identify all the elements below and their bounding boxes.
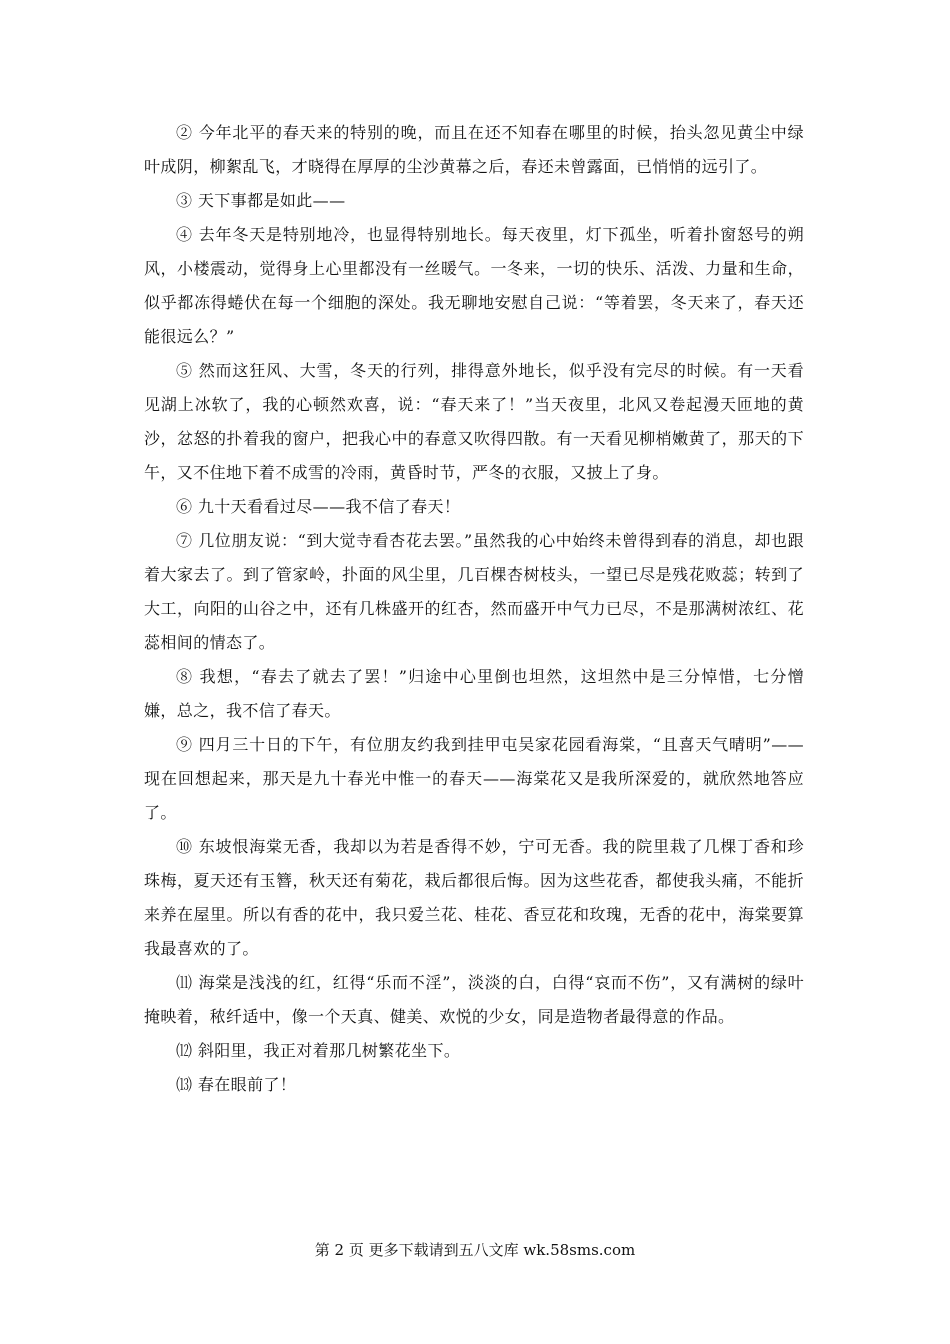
paragraph-10: ⑩ 东坡恨海棠无香，我却以为若是香得不妙，宁可无香。我的院里栽了几棵丁香和珍珠梅，夏天还有玉簪，秋天还有菊花，栽后都很后悔。因为这些花香，都使我头痛，不能折来养在屋里。所以有香的花中，我只爱兰花、桂花、香豆花和玫瑰，无香的花中，海棠要算我最喜欢的了。 <box>144 837 804 958</box>
paragraph-6: ⑥ 九十天看看过尽——我不信了春天！ <box>176 497 461 516</box>
paragraph-5: ⑤ 然而这狂风、大雪，冬天的行列，排得意外地长，似乎没有完尽的时候。有一天看见湖上冰软了，我的心顿然欢喜，说：“春天来了！”当天夜里，北风又卷起漫天匝地的黄沙，忿怒的扑着我的窗户，把我心中的春意又吹得四散。有一天看见柳梢嫩黄了，那天的下午，又不住地下着不成雪的冷雨，黄昏时节，严冬的衣服，又披上了身。 <box>144 361 804 482</box>
paragraph-13: ⒀ 春在眼前了！ <box>176 1075 297 1094</box>
paragraph-8: ⑧ 我想，“春去了就去了罢！”归途中心里倒也坦然，这坦然中是三分悼惜，七分憎嫌，总之，我不信了春天。 <box>144 667 804 720</box>
paragraph-2: ② 今年北平的春天来的特别的晚，而且在还不知春在哪里的时候，抬头忽见黄尘中绿叶成阴，柳絮乱飞，才晓得在厚厚的尘沙黄幕之后，春还未曾露面，已悄悄的远引了。 <box>144 123 804 176</box>
paragraph-3: ③ 天下事都是如此—— <box>176 191 346 210</box>
page-footer: 第 2 页 更多下载请到五八文库 wk.58sms.com <box>314 1241 636 1259</box>
paragraph-11: ⑾ 海棠是浅浅的红，红得“乐而不淫”，淡淡的白，白得“哀而不伤”，又有满树的绿叶掩映着，秾纤适中，像一个天真、健美、欢悦的少女，同是造物者最得意的作品。 <box>144 973 804 1026</box>
paragraph-9: ⑨ 四月三十日的下午，有位朋友约我到挂甲屯吴家花园看海棠，“且喜天气晴明”——现在回想起来，那天是九十春光中惟一的春天——海棠花又是我所深爱的，就欣然地答应了。 <box>144 735 804 822</box>
paragraph-7: ⑦ 几位朋友说：“到大觉寺看杏花去罢。”虽然我的心中始终未曾得到春的消息，却也跟着大家去了。到了管家岭，扑面的风尘里，几百棵杏树枝头，一望已尽是残花败蕊；转到了大工，向阳的山谷之中，还有几株盛开的红杏，然而盛开中气力已尽，不是那满树浓红、花蕊相间的情态了。 <box>144 531 804 652</box>
paragraph-12: ⑿ 斜阳里，我正对着那几树繁花坐下。 <box>176 1041 461 1060</box>
paragraph-4: ④ 去年冬天是特别地冷，也显得特别地长。每天夜里，灯下孤坐，听着扑窗怒号的朔风，小楼震动，觉得身上心里都没有一丝暖气。一冬来，一切的快乐、活泼、力量和生命，似乎都冻得蜷伏在每一个细胞的深处。我无聊地安慰自己说：“等着罢，冬天来了，春天还能很远么？” <box>144 225 804 346</box>
article-body <box>144 116 804 1102</box>
